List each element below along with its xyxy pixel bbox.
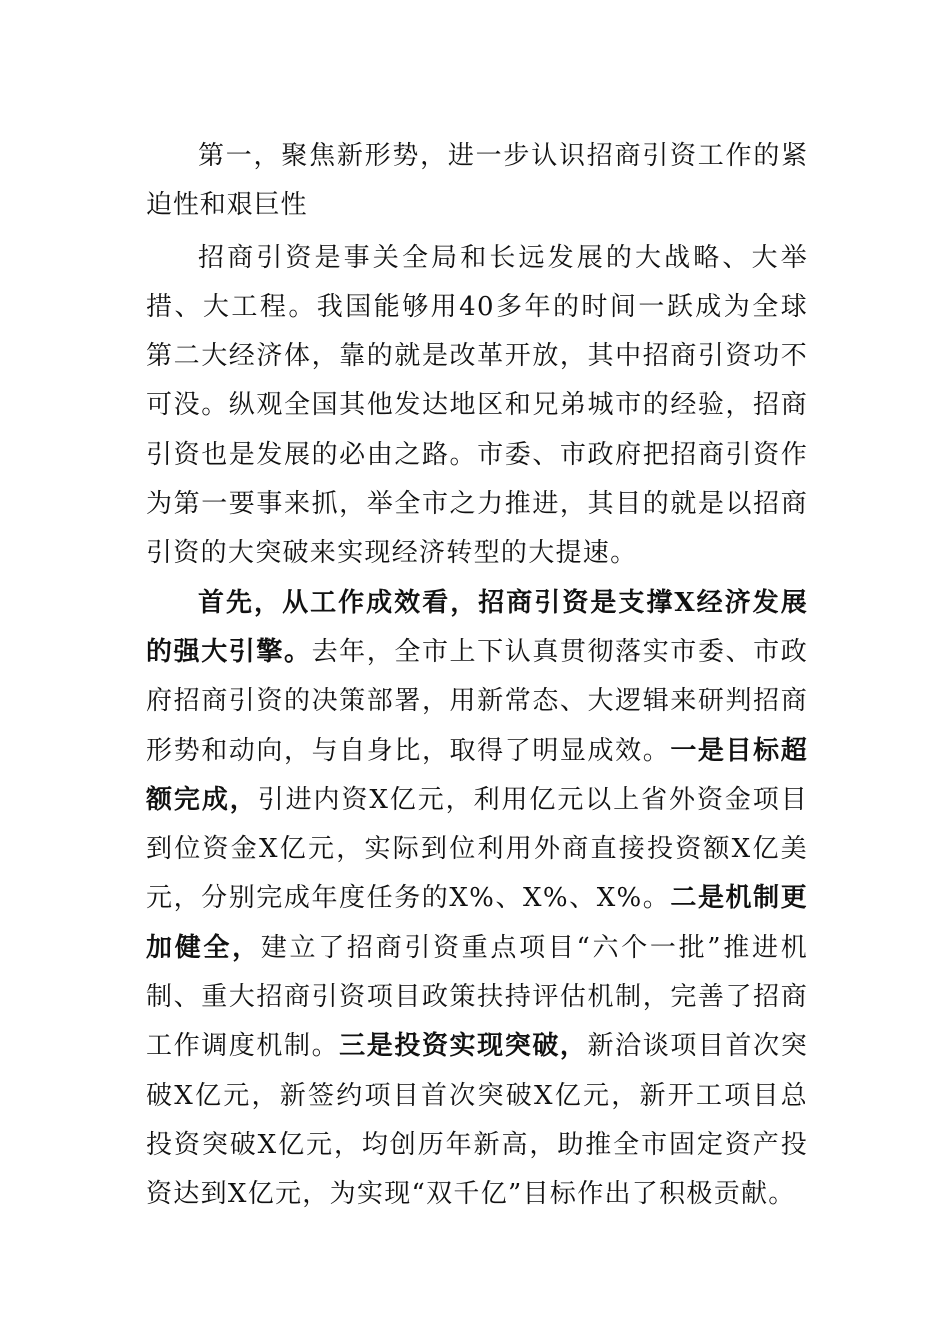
achievements-paragraph <box>146 579 808 1220</box>
point-two-text: 建立了招商引资重点项目“六个一批”推进机制、重大招商引资项目政策扶持评估机制，完善了招商工作调度机制。 <box>146 932 808 1062</box>
section-heading: 第一，聚焦新形势，进一步认识招商引资工作的紧迫性和艰巨性 <box>146 141 808 221</box>
point-two-label: 二是机制更加健全， <box>146 883 808 963</box>
point-three-label: 三是投资实现突破， <box>339 1031 588 1062</box>
point-one-label: 一是目标超额完成， <box>146 735 808 815</box>
document-body <box>146 132 808 1220</box>
intro-paragraph: 招商引资是事关全局和长远发展的大战略、大举措、大工程。我国能够用40多年的时间一跃成为全球第二大经济体，靠的就是改革开放，其中招商引资功不可没。纵观全国其他发达地区和兄弟城市的经验，招商引资也是发展的必由之路。市委、市政府把招商引资作为第一要事来抓，举全市之力推进，其目的就是以招商引资的大突破来实现经济转型的大提速。 <box>146 242 808 569</box>
point-one-text: 引进内资X亿元，利用亿元以上省外资金项目到位资金X亿元，实际到位利用外商直接投资额X亿美元，分别完成年度任务的X%、X%、X%。 <box>146 784 808 914</box>
point-three-text: 新洽谈项目首次突破X亿元，新签约项目首次突破X亿元，新开工项目总投资突破X亿元，均创历年新高，助推全市固定资产投资达到X亿元，为实现“双千亿”目标作出了积极贡献。 <box>146 1031 808 1210</box>
paragraph-text: 去年，全市上下认真贯彻落实市委、市政府招商引资的决策部署，用新常态、大逻辑来研判招商形势和动向，与自身比，取得了明显成效。 <box>146 636 808 766</box>
paragraph-lead: 首先，从工作成效看，招商引资是支撑X经济发展的强大引擎。 <box>146 587 808 667</box>
